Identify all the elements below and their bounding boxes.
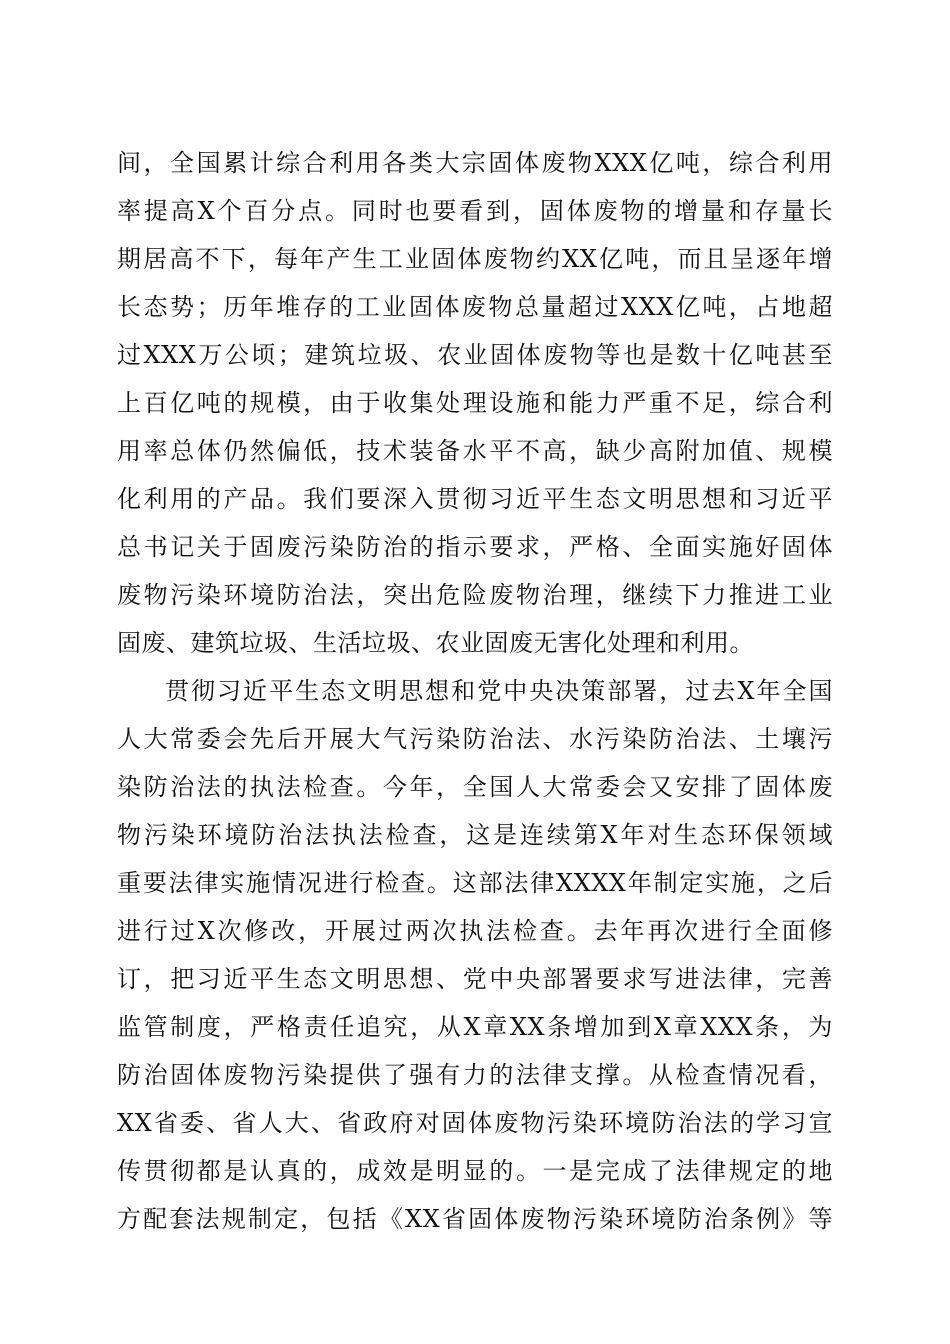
paragraph-line: 监管制度，严格责任追究，从X章XX条增加到X章XXX条，为: [117, 1013, 833, 1041]
paragraph-line: 进行过X次修改，开展过两次执法检查。去年再次进行全面修: [117, 917, 833, 945]
paragraph-line: 染防治法的执法检查。今年，全国人大常委会又安排了固体废: [117, 773, 833, 801]
paragraph-line: 物污染环境防治法执法检查，这是连续第X年对生态环保领域: [117, 821, 833, 849]
paragraph-line: 长态势；历年堆存的工业固体废物总量超过XXX亿吨，占地超: [117, 293, 833, 321]
paragraph-1: [117, 139, 833, 667]
paragraph-line: 方配套法规制定，包括《XX省固体废物污染环境防治条例》等: [117, 1205, 833, 1233]
paragraph-2: [117, 667, 833, 1243]
body-text: [117, 139, 833, 1243]
paragraph-line: XX省委、省人大、省政府对固体废物污染环境防治法的学习宣: [117, 1109, 833, 1137]
paragraph-line: 贯彻习近平生态文明思想和党中央决策部署，过去X年全国: [165, 677, 833, 705]
paragraph-line: 期居高不下，每年产生工业固体废物约XX亿吨，而且呈逐年增: [117, 245, 833, 273]
paragraph-line: 过XXX万公顷；建筑垃圾、农业固体废物等也是数十亿吨甚至: [117, 341, 833, 369]
paragraph-line: 化利用的产品。我们要深入贯彻习近平生态文明思想和习近平: [117, 485, 833, 513]
paragraph-line: 间，全国累计综合利用各类大宗固体废物XXX亿吨，综合利用: [117, 149, 833, 177]
paragraph-line: 固废、建筑垃圾、生活垃圾、农业固废无害化处理和利用。: [117, 629, 754, 657]
paragraph-line: 重要法律实施情况进行检查。这部法律XXXX年制定实施，之后: [117, 869, 833, 897]
paragraph-line: 上百亿吨的规模，由于收集处理设施和能力严重不足，综合利: [117, 389, 833, 417]
paragraph-line: 传贯彻都是认真的，成效是明显的。一是完成了法律规定的地: [117, 1157, 833, 1185]
paragraph-line: 用率总体仍然偏低，技术装备水平不高，缺少高附加值、规模: [117, 437, 833, 465]
paragraph-line: 废物污染环境防治法，突出危险废物治理，继续下力推进工业: [117, 581, 833, 609]
paragraph-line: 防治固体废物污染提供了强有力的法律支撑。从检查情况看，: [117, 1061, 833, 1089]
paragraph-line: 订，把习近平生态文明思想、党中央部署要求写进法律，完善: [117, 965, 833, 993]
paragraph-line: 总书记关于固废污染防治的指示要求，严格、全面实施好固体: [117, 533, 833, 561]
paragraph-line: 率提高X个百分点。同时也要看到，固体废物的增量和存量长: [117, 197, 833, 225]
paragraph-line: 人大常委会先后开展大气污染防治法、水污染防治法、土壤污: [117, 725, 833, 753]
